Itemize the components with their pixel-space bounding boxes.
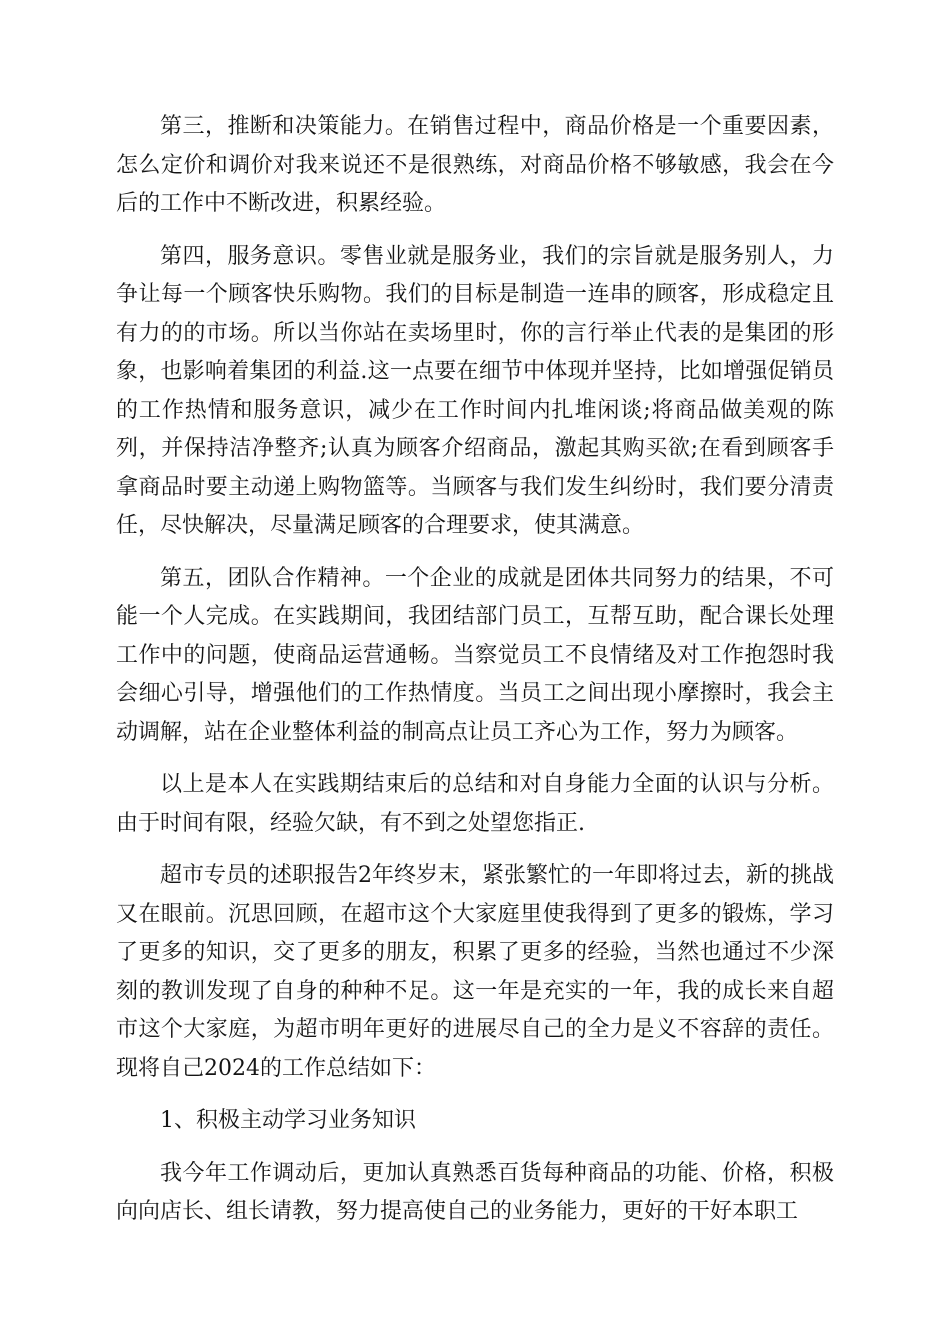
paragraph-service: 第四，服务意识。零售业就是服务业，我们的宗旨就是服务别人，力争让每一个顾客快乐购物。我们的目标是制造一连串的顾客，形成稳定且有力的的市场。所以当你站在卖场里时，你的言行举止代表的是集团的形象，也影响着集团的利益.这一点要在细节中体现并坚持，比如增强促销员的工作热情和服务意识，减少在工作时间内扎堆闲谈;将商品做美观的陈列，并保持洁净整齐;认真为顾客介绍商品，激起其购买欲;在看到顾客手拿商品时要主动递上购物篮等。当顾客与我们发生纠纷时，我们要分清责任，尽快解决，尽量满足顾客的合理要求，使其满意。	[116, 243, 834, 538]
section-heading-learning: 1、积极主动学习业务知识	[160, 1108, 416, 1133]
paragraph-learning: 我今年工作调动后，更加认真熟悉百货每种商品的功能、价格，积极向向店长、组长请教，努力提高使自己的业务能力，更好的干好本职工	[116, 1160, 834, 1224]
document-body	[116, 108, 834, 1246]
paragraph-teamwork: 第五，团队合作精神。一个企业的成就是团体共同努力的结果，不可能一个人完成。在实践期间，我团结部门员工，互帮互助，配合课长处理工作中的问题，使商品运营通畅。当察觉员工不良情绪及对工作抱怨时我会细心引导，增强他们的工作热情度。当员工之间出现小摩擦时，我会主动调解，站在企业整体利益的制高点让员工齐心为工作，努力为顾客。	[116, 565, 834, 745]
paragraph-judgment: 第三，推断和决策能力。在销售过程中，商品价格是一个重要因素，怎么定价和调价对我来说还不是很熟练，对商品价格不够敏感，我会在今后的工作中不断改进，积累经验。	[116, 114, 834, 216]
paragraph-conclusion: 以上是本人在实践期结束后的总结和对自身能力全面的认识与分析。由于时间有限，经验欠缺，有不到之处望您指正.	[116, 772, 834, 836]
paragraph-report-intro: 超市专员的述职报告2年终岁末，紧张繁忙的一年即将过去，新的挑战又在眼前。沉思回顾，在超市这个大家庭里使我得到了更多的锻炼，学习了更多的知识，交了更多的朋友，积累了更多的经验，当然也通过不少深刻的教训发现了自身的种种不足。这一年是充实的一年，我的成长来自超市这个大家庭，为超市明年更好的进展尽自己的全力是义不容辞的责任。现将自己2024的工作总结如下：	[116, 863, 834, 1081]
